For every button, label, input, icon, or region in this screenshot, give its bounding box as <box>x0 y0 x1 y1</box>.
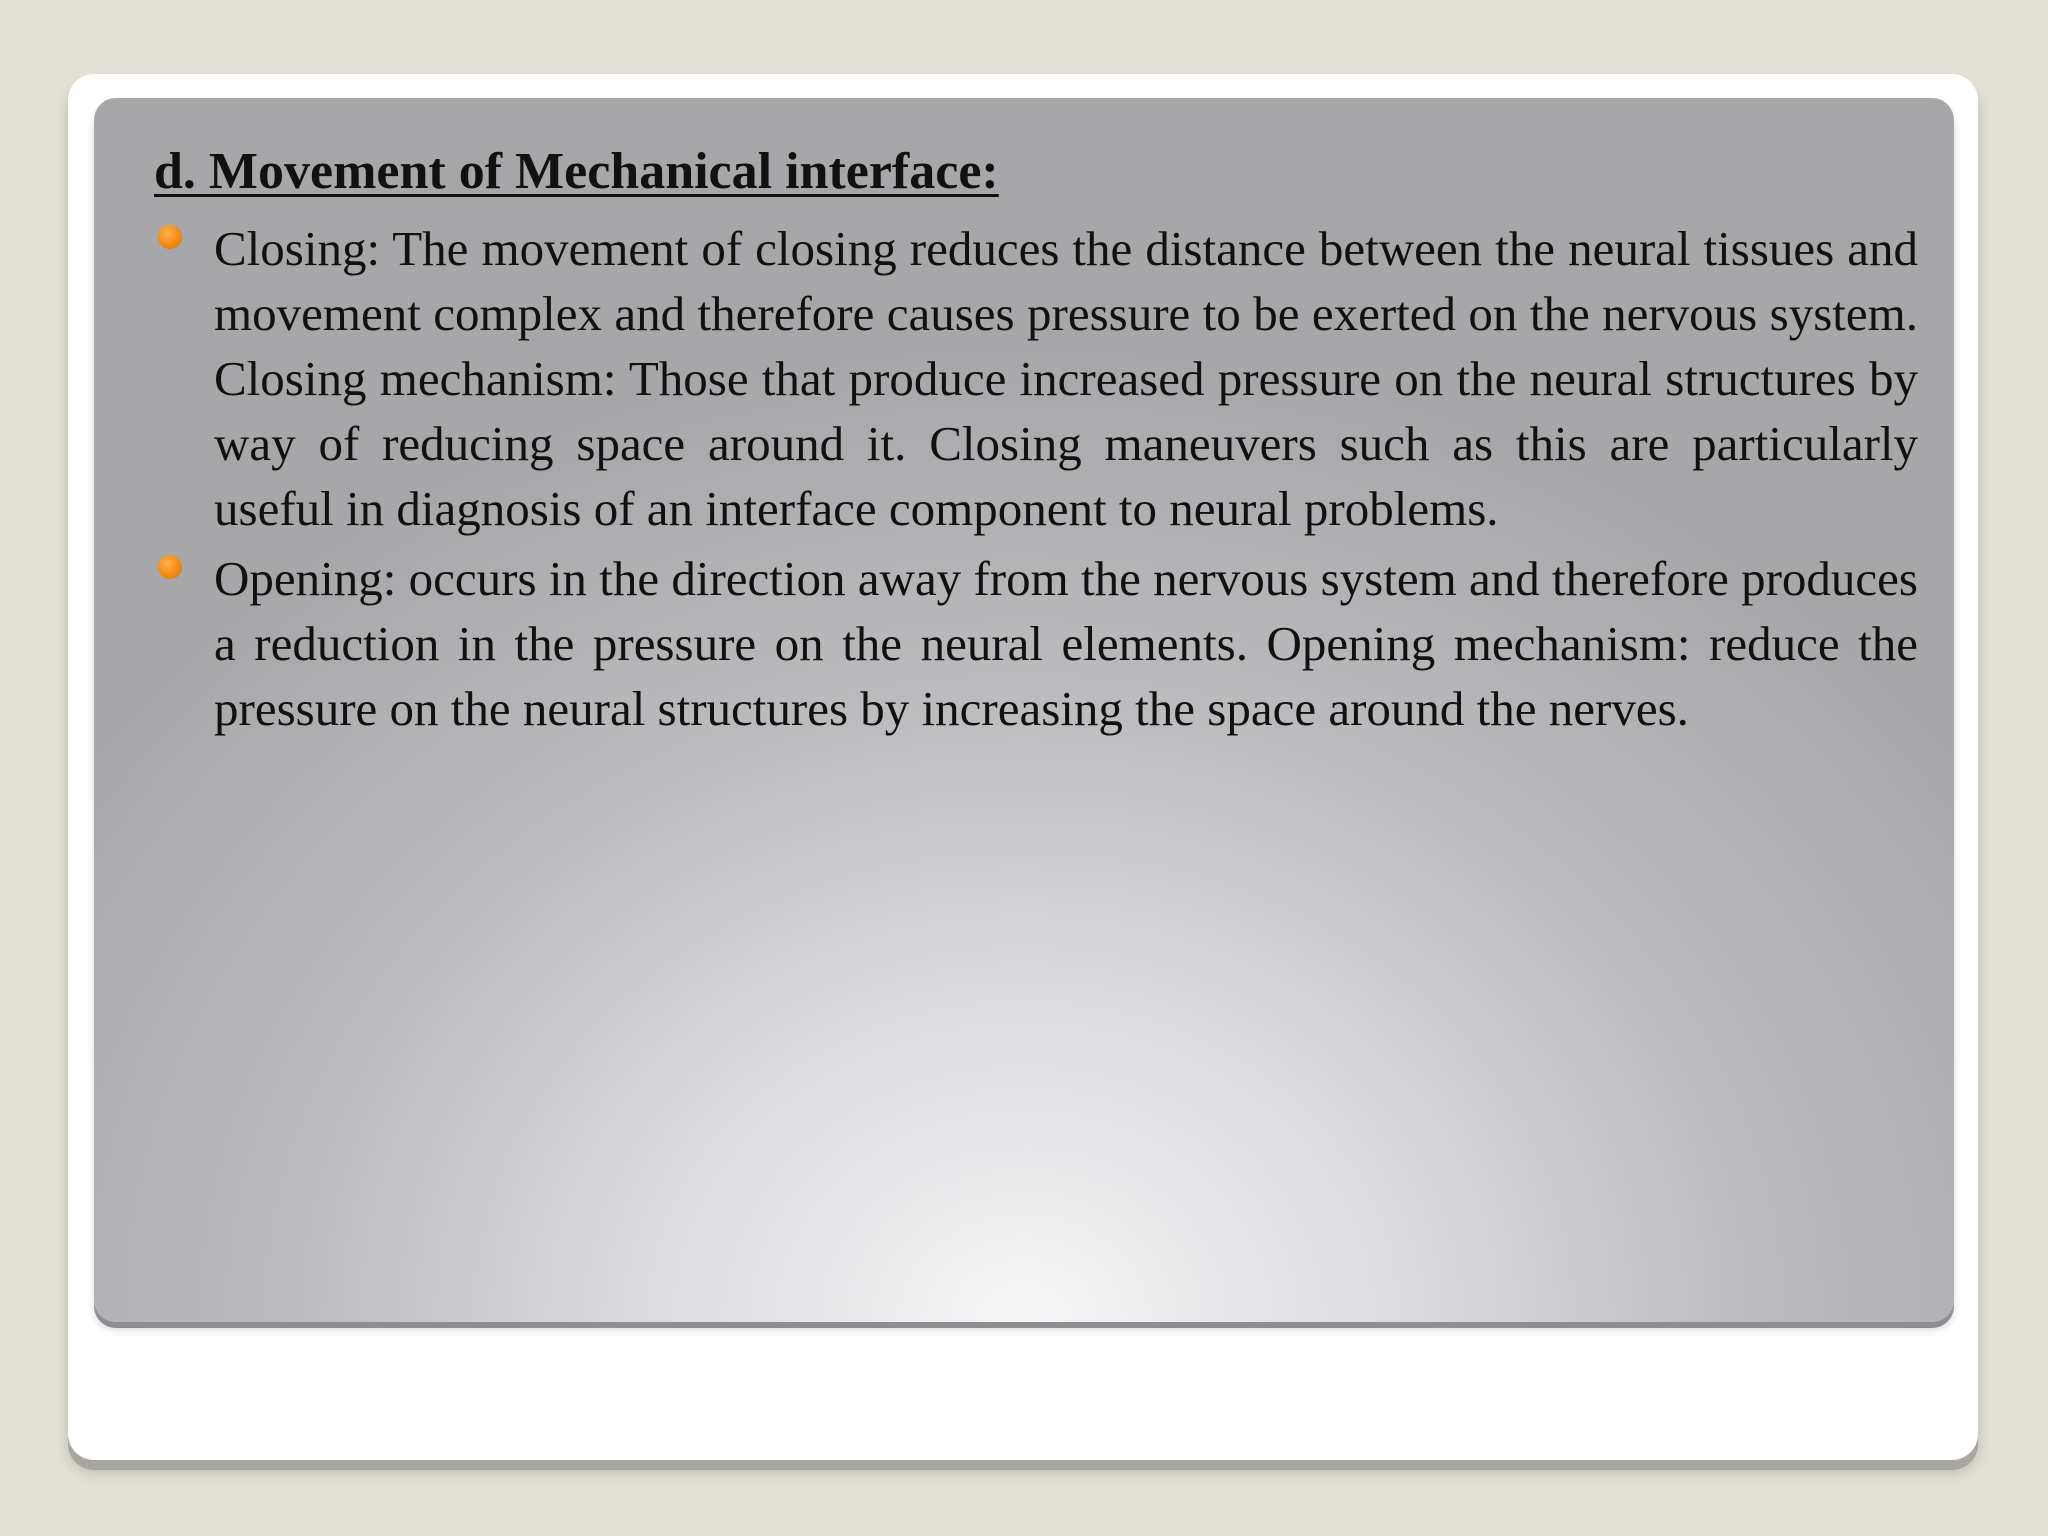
bullet-item-closing <box>154 216 1918 541</box>
slide-frame <box>68 74 1978 1460</box>
content-panel <box>94 98 1954 1322</box>
bullet-text-closing: Closing: The movement of closing reduces the distance between the neural tissues and movement complex and therefore causes pressure to be exerted on the nervous system. Closing mechanism: Those that produce increased pressure on the neural structures by way of reducing space around it. Closing maneuvers such as this are particularly useful in diagnosis of an interface component to neural problems. <box>214 221 1918 536</box>
slide-heading: d. Movement of Mechanical interface: <box>154 143 999 200</box>
bullet-list <box>154 216 1918 746</box>
orange-circle-bullet-icon <box>158 225 182 249</box>
bullet-item-opening <box>154 546 1918 741</box>
bullet-text-opening: Opening: occurs in the direction away from the nervous system and therefore produces a reduction in the pressure on the neural elements. Opening mechanism: reduce the pressure on the neural structures by increasing the space around the nerves. <box>214 551 1918 736</box>
orange-circle-bullet-icon <box>158 555 182 579</box>
